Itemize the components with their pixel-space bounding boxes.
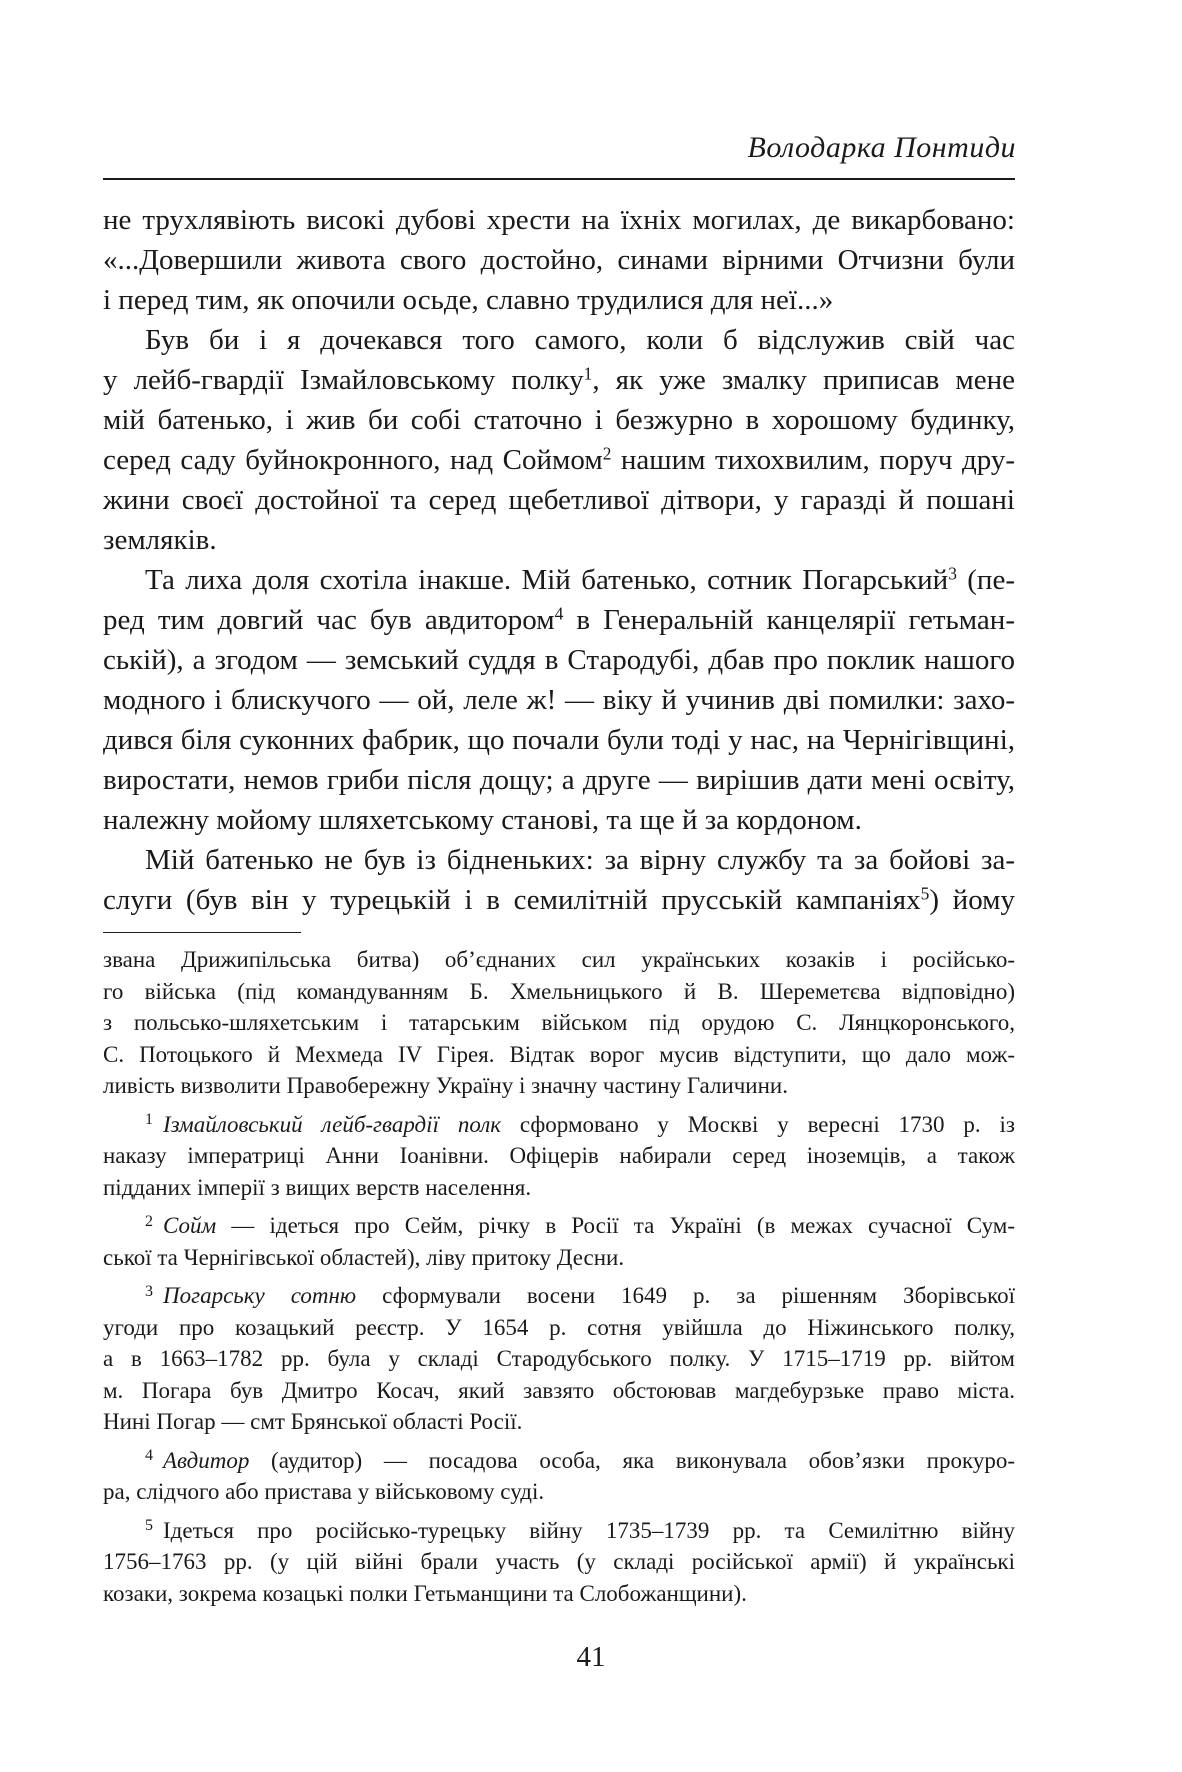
text-line: мій батенько, і жив би собі статочно і безжурно в хорошому будинку, <box>103 404 1015 436</box>
main-text <box>103 200 1015 920</box>
footnote-ref: 5 <box>920 883 930 904</box>
text-line: серед саду буйнокронного, над Соймом$^2$ нашим тихохвилим, поруч дру- <box>103 443 1015 476</box>
footnote-line: козаки, зокрема козацькі полки Гетьманщини та Слобожанщини). <box>103 1580 747 1606</box>
footnote-line: ливість визволити Правобережну Україну і значну частину Галичини. <box>103 1073 788 1098</box>
text-line: земляків. <box>103 524 217 556</box>
page-number: 41 <box>576 1641 606 1673</box>
footnote-5: $^5$ Ідеться про російсько-турецьку війну 1735–1739 рр. та Семилітню війну <box>145 1517 1015 1543</box>
text-line: жини своєї достойної та серед щебетливої дітвори, у гаразді й пошані <box>103 484 1015 516</box>
footnote-ref: 1 <box>583 363 593 384</box>
footnote-marker: 1 <box>145 1111 153 1129</box>
footnote-line: а в 1663–1782 рр. була у складі Стародубського полку. У 1715–1719 рр. війтом <box>103 1346 1015 1371</box>
footnote-line: наказу імператриці Анни Іоанівни. Офіцерів набирали серед іноземців, а також <box>103 1143 1015 1168</box>
text-line: «...Довершили живота свого достойно, синами вірними Отчизни були <box>103 244 1015 276</box>
text-line: Мій батенько не був із бідненьких: за вірну службу та за бойові за- <box>145 844 1015 876</box>
footnote-4: $^4$ Авдитор (аудитор) — посадова особа, яка виконувала обов’язки прокуро- <box>145 1447 1015 1473</box>
footnote-line: го війська (під командуванням Б. Хмельницького й В. Шереметєва відповідно) <box>103 978 1015 1004</box>
text-line: Та лиха доля схотіла інакше. Мій батенько, сотник Погарський$^3$ (пе- <box>145 563 1015 596</box>
footnotes <box>103 944 1015 1609</box>
text-line: ред тим довгий час був авдитором$^4$ в Генеральній канцелярії гетьман- <box>103 603 1015 636</box>
footnote-ref: 2 <box>602 443 612 464</box>
footnote-marker: 3 <box>145 1282 153 1300</box>
text-line: дився біля суконних фабрик, що почали були тоді у нас, на Чернігівщині, <box>103 724 1015 756</box>
footnote-term: Погарську сотню <box>163 1283 357 1308</box>
text-line: Був би і я дочекався того самого, коли б відслужив свій час <box>145 324 1015 356</box>
running-head-title: Володарка Понтиди <box>747 131 1016 164</box>
footnote-line: Нині Погар — смт Брянської області Росії. <box>103 1409 523 1434</box>
footnote-line: ської та Чернігівської областей), ліву притоку Десни. <box>103 1244 625 1270</box>
text-line: і перед тим, як опочили осьде, славно трудилися для неї...» <box>103 284 834 316</box>
footnote-line: підданих імперії з вищих верств населення. <box>103 1174 532 1200</box>
footnote-line: 1756–1763 рр. (у цій війні брали участь (у складі російської армії) й українські <box>103 1549 1015 1574</box>
footnote-line: С. Потоцького й Мехмеда IV Гірея. Відтак ворог мусив відступити, що дало мож- <box>103 1041 1015 1067</box>
footnote-term: Ізмайловський лейб-гвардії полк <box>163 1111 502 1137</box>
footnote-line: ра, слідчого або пристава у військовому суді. <box>103 1479 545 1504</box>
footnote-3: $^3$ Погарську сотню сформували восени 1649 р. за рішенням Зборівської <box>145 1282 1015 1308</box>
footnote-marker: 5 <box>145 1517 153 1535</box>
header-rule <box>103 178 1015 180</box>
text-line: виростати, немов гриби після дощу; а друге — вирішив дати мені освіту, <box>103 764 1015 796</box>
footnote-line: звана Дрижипільська битва) об’єднаних сил українських козаків і російсько- <box>103 947 1015 972</box>
footnote-2: $^2$ Сойм — ідеться про Сейм, річку в Росії та Україні (в межах сучасної Сум- <box>145 1212 1015 1238</box>
footnote-ref: 4 <box>554 603 564 624</box>
footnote-line: з польсько-шляхетським і татарським військом під орудою С. Лянцкоронського, <box>103 1010 1015 1035</box>
footnote-line: м. Погара був Дмитро Косач, який завзято обстоював магдебурзьке право міста. <box>103 1377 1015 1403</box>
footnote-1: $^1$ Ізмайловський лейб-гвардії полк сформовано у Москві у вересні 1730 р. із <box>145 1111 1016 1137</box>
footnote-term: Сойм <box>163 1213 217 1238</box>
text-line: слуги (був він у турецькій і в семилітній прусській кампаніях$^5$) йому <box>103 883 1015 916</box>
footnote-term: Авдитор <box>163 1447 250 1473</box>
footnote-marker: 2 <box>145 1212 153 1230</box>
footnote-separator <box>103 932 301 933</box>
footnote-ref: 3 <box>948 563 957 584</box>
text-line: у лейб-гвардії Ізмайловському полку$^1$, як уже змалку приписав мене <box>103 363 1015 396</box>
text-line: модного і блискучого — ой, леле ж! — віку й учинив дві помилки: захо- <box>103 684 1015 716</box>
footnote-line: угоди про козацький реєстр. У 1654 р. сотня увійшла до Ніжинського полку, <box>103 1314 1015 1340</box>
text-line: ській), а згодом — земський суддя в Стародубі, дбав про поклик нашого <box>103 644 1015 676</box>
text-line: належну мойому шляхетському станові, та ще й за кордоном. <box>103 804 862 836</box>
text-line: не трухлявіють високі дубові хрести на їхніх могилах, де викарбовано: <box>103 204 1015 236</box>
footnote-marker: 4 <box>145 1447 153 1465</box>
